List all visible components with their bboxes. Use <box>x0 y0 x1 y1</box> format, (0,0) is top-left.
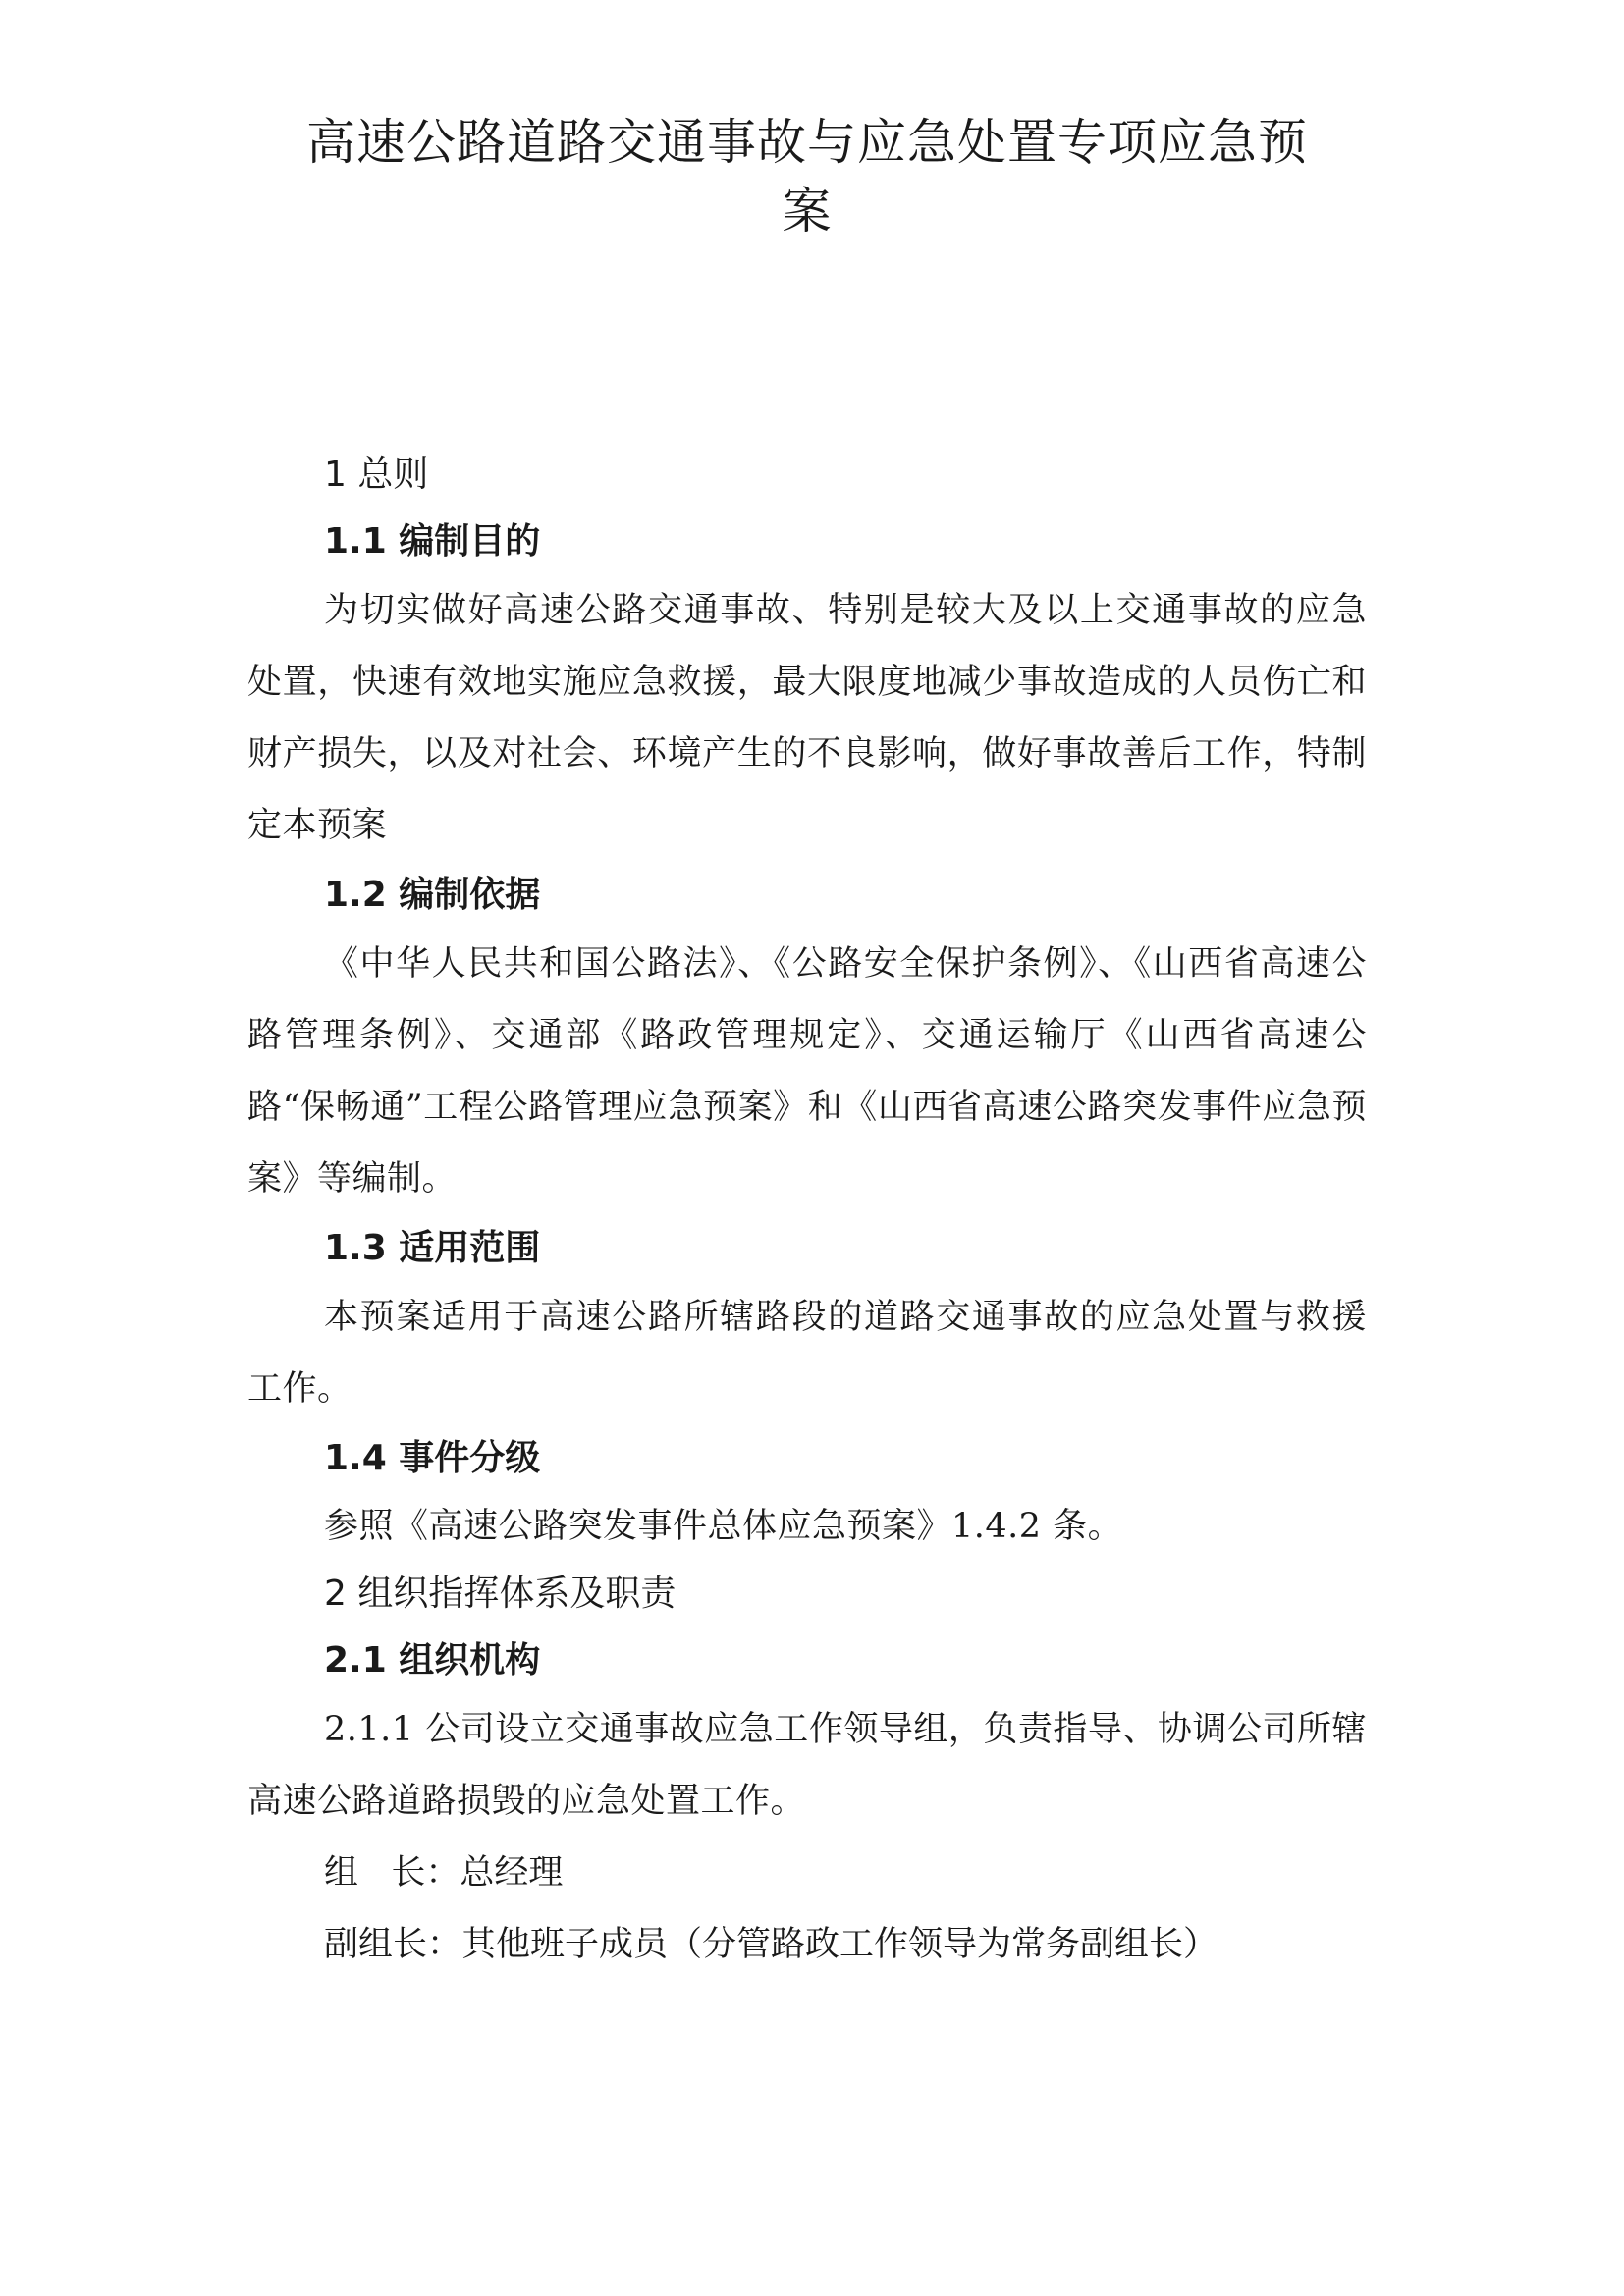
title-line-1: 高速公路道路交通事故与应急处置专项应急预 <box>306 114 1308 171</box>
document-body <box>247 442 1367 1981</box>
section-1-4-heading: 1.4 事件分级 <box>324 1438 541 1478</box>
section-1-2-paragraph: 《中华人民共和国公路法》、《公路安全保护条例》、《山西省高速公路管理条例》、交通部《路政管理规定》、交通运输厅《山西省高速公路“保畅通”工程公路管理应急预案》和《山西省高速公路突发事件应急预案》等编制。 <box>247 944 1367 1199</box>
group-leader-line: 组 长：总经理 <box>324 1853 564 1893</box>
section-2-1-heading: 2.1 组织机构 <box>324 1640 541 1681</box>
title-line-2: 案 <box>782 183 833 240</box>
document-page <box>247 108 1367 1964</box>
section-1-3-heading: 1.3 适用范围 <box>324 1228 541 1268</box>
deputy-leader-line: 副组长：其他班子成员（分管路政工作领导为常务副组长） <box>324 1925 1218 1964</box>
section-1-heading: 1 总则 <box>324 454 429 495</box>
section-1-1-heading: 1.1 编制目的 <box>324 521 541 561</box>
section-1-1-paragraph: 为切实做好高速公路交通事故、特别是较大及以上交通事故的应急处置，快速有效地实施应急救援，最大限度地减少事故造成的人员伤亡和财产损失，以及对社会、环境产生的不良影响，做好事故善后工作，特制定本预案 <box>247 591 1367 845</box>
section-1-3-paragraph: 本预案适用于高速公路所辖路段的道路交通事故的应急处置与救援工作。 <box>247 1298 1367 1409</box>
section-2-1-1-paragraph: 2.1.1 公司设立交通事故应急工作领导组，负责指导、协调公司所辖高速公路道路损毁的应急处置工作。 <box>247 1710 1367 1821</box>
section-1-2-heading: 1.2 编制依据 <box>324 875 541 915</box>
section-1-4-paragraph: 参照《高速公路突发事件总体应急预案》1.4.2 条。 <box>324 1507 1123 1546</box>
section-2-heading: 2 组织指挥体系及职责 <box>324 1574 677 1614</box>
document-title <box>247 108 1367 245</box>
